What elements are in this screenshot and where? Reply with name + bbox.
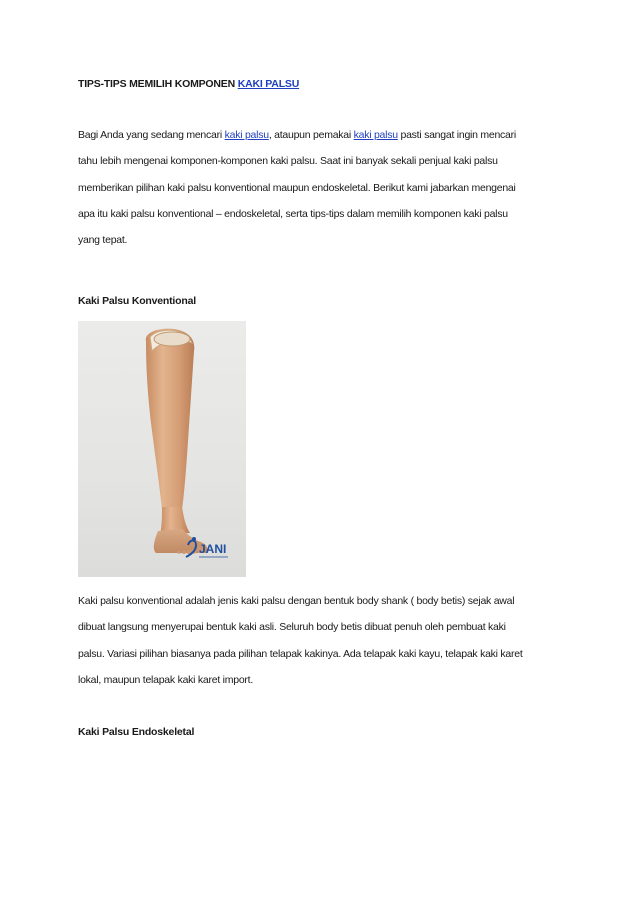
- intro-line-5: yang tepat.: [78, 234, 128, 247]
- jani-logo-text: JANI: [199, 542, 227, 556]
- section1-line-3: palsu. Variasi pilihan biasanya pada pilihan telapak kakinya. Ada telapak kaki kayu, telapak kaki karet: [78, 647, 523, 660]
- prosthetic-leg-image: [78, 321, 246, 577]
- document-title: [78, 78, 299, 90]
- intro-link-kaki-palsu-2[interactable]: kaki palsu: [353, 129, 398, 141]
- intro-line-4: apa itu kaki palsu konventional – endoskeletal, serta tips-tips dalam memilih komponen kaki palsu: [78, 207, 508, 220]
- intro-link-kaki-palsu-1[interactable]: kaki palsu: [224, 129, 269, 141]
- section-heading-konventional: Kaki Palsu Konventional: [78, 295, 196, 307]
- intro-paragraph: [78, 122, 578, 253]
- intro-line-1: Bagi Anda yang sedang mencari kaki palsu, ataupun pemakai kaki palsu pasti sangat ingin mencari: [78, 129, 516, 141]
- intro-line-2: tahu lebih mengenai komponen-komponen kaki palsu. Saat ini banyak sekali penjual kaki palsu: [78, 155, 498, 168]
- section1-line-4: lokal, maupun telapak kaki karet import.: [78, 673, 254, 686]
- section1-line-1: Kaki palsu konventional adalah jenis kaki palsu dengan bentuk body shank ( body betis) sejak awal: [78, 595, 515, 607]
- section1-paragraph: [78, 588, 578, 693]
- section-heading-endoskeletal: Kaki Palsu Endoskeletal: [78, 726, 195, 738]
- section1-line-2: dibuat langsung menyerupai bentuk kaki asli. Seluruh body betis dibuat penuh oleh pembuat kaki: [78, 621, 506, 634]
- title-link-kaki-palsu[interactable]: KAKI PALSU: [237, 78, 300, 90]
- prosthetic-leg-icon: [78, 321, 246, 577]
- intro-line-3: memberikan pilihan kaki palsu konventional maupun endoskeletal. Berikut kami jabarkan mengenai: [78, 181, 516, 194]
- title-prefix: TIPS-TIPS MEMILIH KOMPONEN: [78, 78, 238, 90]
